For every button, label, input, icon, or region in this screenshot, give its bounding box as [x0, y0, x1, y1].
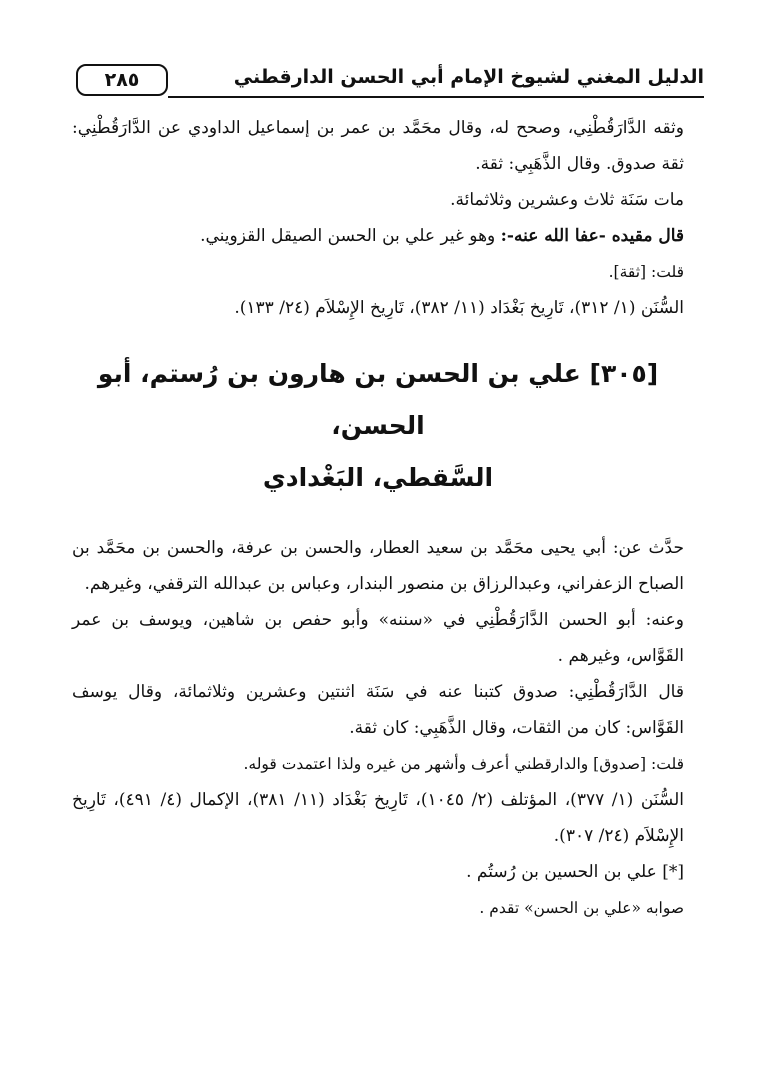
- editor-note-text: وهو غير علي بن الحسن الصيقل القزويني.: [200, 226, 501, 246]
- entry-heading-line-1: [٣٠٥] علي بن الحسن بن هارون بن رُستم، أبو الحسن،: [97, 359, 659, 440]
- header-rule: [168, 96, 704, 98]
- prev-entry-editor-note: [72, 218, 684, 254]
- entry-heading-line-2: السَّقطي، البَغْدادي: [262, 463, 494, 492]
- prev-entry-death: مات سَنَة ثلاث وعشرين وثلاثمائة.: [450, 190, 684, 210]
- editor-note-label: قال مقيده -عفا الله عنه-:: [500, 226, 684, 246]
- starred-entry-title: [*] علي بن الحسين بن رُستُم .: [466, 862, 684, 882]
- entry-students: وعنه: أبو الحسن الدَّارَقُطْنِي في «سننه» وأبو حفص بن شاهين، ويوسف بن عمر القَوَّاس، وغيرهم .: [72, 610, 684, 666]
- entry-verdict: قلت: [صدوق] والدارقطني أعرف وأشهر من غيره ولذا اعتمدت قوله.: [243, 755, 684, 773]
- prev-entry-sources: السُّنَن (١/ ٣١٢)، تَارِيخ بَغْدَاد (١١/ ٣٨٢)، تَارِيخ الإِسْلاَم (٢٤/ ١٣٣).: [234, 298, 684, 318]
- prev-entry-grading: وثقه الدَّارَقُطْنِي، وصحح له، وقال محَمَّد بن عمر بن إسماعيل الداودي عن الدَّارَقُطْنِي: ثقة صدوق. وقال الذَّهَبِي: ثقة.: [72, 118, 684, 174]
- entry-sources: السُّنَن (١/ ٣٧٧)، المؤتلف (٢/ ١٠٤٥)، تَارِيخ بَغْدَاد (١١/ ٣٨١)، الإكمال (٤/ ٤٩١)، تَارِيخ الإِسْلاَم (٢٤/ ٣٠٧).: [72, 790, 684, 846]
- entry-teachers: حدَّث عن: أبي يحيى محَمَّد بن سعيد العطار، والحسن بن عرفة، والحسن بن محَمَّد بن الصباح الزعفراني، وعبدالرزاق بن منصور البندار، وعباس بن عبدالله الترقفي، وغيرهم.: [72, 538, 684, 594]
- page-body: [72, 110, 684, 926]
- entry-heading: [72, 348, 684, 504]
- running-title: الدليل المغني لشيوخ الإمام أبي الحسن الدارقطني: [233, 66, 704, 88]
- page-number: ٢٨٥: [76, 64, 168, 96]
- entry-grading: قال الدَّارَقُطْنِي: صدوق كتبنا عنه في سَنَة اثنتين وعشرين وثلاثمائة، وقال يوسف القَوَّاس: كان من الثقات، وقال الذَّهَبِي: كان ثقة.: [72, 682, 684, 738]
- page-header: [76, 58, 704, 100]
- prev-entry-verdict: قلت: [ثقة].: [608, 263, 684, 281]
- starred-entry-note: صوابه «علي بن الحسن» تقدم .: [479, 899, 684, 917]
